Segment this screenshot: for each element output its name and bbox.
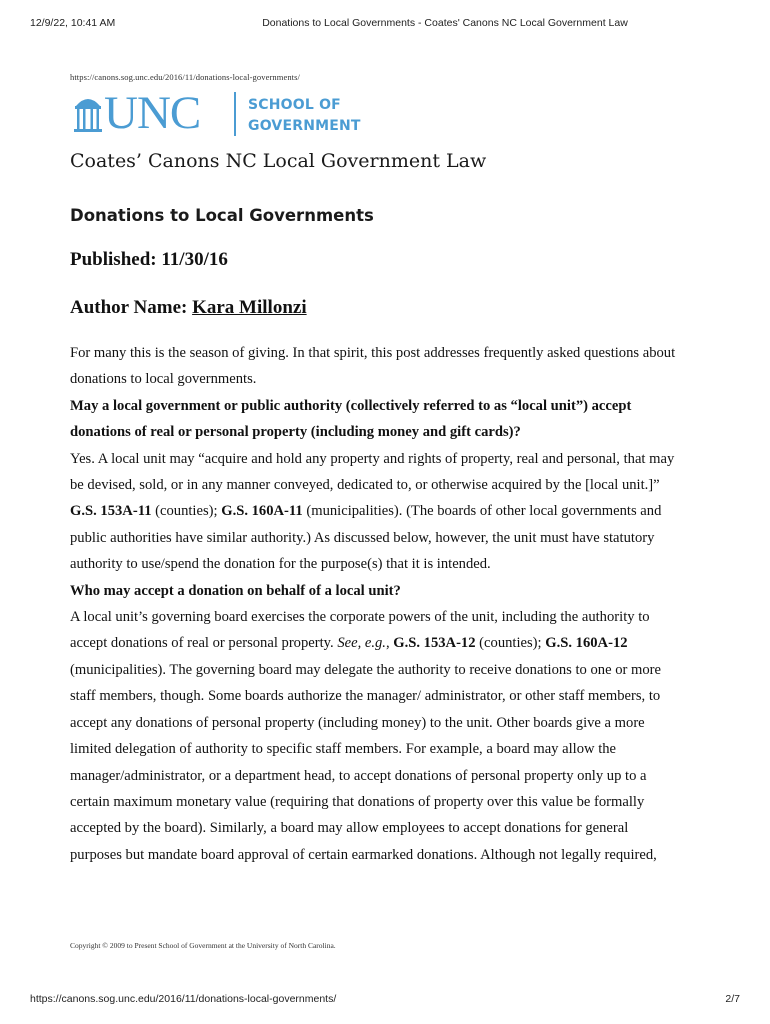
paragraph-line: staff members, though. Some boards authorize the manager/ administrator, or other staff members, to bbox=[70, 688, 661, 705]
article-body bbox=[70, 340, 710, 868]
author-line bbox=[70, 297, 307, 319]
author-name-link[interactable]: Kara Millonzi bbox=[192, 297, 307, 318]
author-label: Author Name: bbox=[70, 297, 188, 318]
published-date: Published: 11/30/16 bbox=[70, 249, 228, 270]
school-of-government-wordmark: SCHOOL OF GOVERNMENT bbox=[248, 97, 361, 134]
paragraph-line: accepted by the board). Similarly, a board may allow employees to accept donations for general bbox=[70, 820, 629, 837]
statute-reference[interactable]: G.S. 160A-11 bbox=[221, 503, 303, 520]
paragraph-line: authority to use/spend the donation for the purpose(s) that it is intended. bbox=[70, 556, 491, 573]
paragraph-line: accept donations of real or personal property. See, e.g., G.S. 153A-12 (counties); G.S. 160A-12 bbox=[70, 635, 628, 652]
paragraph-line: public authorities have similar authority.) As discussed below, however, the unit must have statutory bbox=[70, 529, 655, 546]
logo-divider bbox=[234, 92, 236, 136]
statute-reference[interactable]: G.S. 153A-11 bbox=[70, 503, 152, 520]
statute-reference[interactable]: G.S. 160A-12 bbox=[545, 635, 628, 652]
paragraph-line: purposes but mandate board approval of certain earmarked donations. Although not legally required, bbox=[70, 846, 657, 863]
footer-url: https://canons.sog.unc.edu/2016/11/donations-local-governments/ bbox=[30, 993, 337, 1005]
paragraph-line: Yes. A local unit may “acquire and hold any property and rights of property, real and personal, that may bbox=[70, 450, 675, 467]
question-line: donations of real or personal property (including money and gift cards)? bbox=[70, 424, 521, 441]
paragraph-line: (municipalities). The governing board may delegate the authority to receive donations to one or more bbox=[70, 661, 661, 678]
print-date: 12/9/22, 10:41 AM bbox=[30, 17, 116, 29]
paragraph-line: limited delegation of authority to specific staff members. For example, a board may allow the bbox=[70, 741, 617, 758]
paragraph-line: donations to local governments. bbox=[70, 371, 257, 388]
paragraph-line: For many this is the season of giving. In that spirit, this post addresses frequently asked questions about bbox=[70, 345, 676, 361]
paragraph-line: accept any donations of personal property (including money) to the unit. Other boards give a more bbox=[70, 714, 645, 731]
statute-reference[interactable]: G.S. 153A-12 bbox=[393, 635, 476, 652]
question-line: May a local government or public authority (collectively referred to as “local unit”) accept bbox=[70, 397, 632, 414]
blog-title: Coates’ Canons NC Local Government Law bbox=[70, 150, 487, 172]
source-url-link[interactable]: https://canons.sog.unc.edu/2016/11/donations-local-governments/ bbox=[70, 72, 301, 82]
paragraph-line: certain maximum monetary value (requiring that donations of property over this value be formally bbox=[70, 793, 645, 810]
old-well-icon bbox=[74, 94, 102, 139]
paragraph-line: manager/administrator, or a department head, to accept donations of personal property only up to a bbox=[70, 767, 647, 784]
unc-wordmark: UNC bbox=[104, 87, 201, 139]
print-page-title: Donations to Local Governments - Coates' Canons NC Local Government Law bbox=[262, 17, 628, 29]
paragraph-line: G.S. 153A-11 (counties); G.S. 160A-11 (municipalities). (The boards of other local governments and bbox=[70, 503, 662, 520]
question-line: Who may accept a donation on behalf of a local unit? bbox=[70, 582, 401, 599]
copyright-notice: Copyright © 2009 to Present School of Government at the University of North Carolina. bbox=[70, 941, 336, 950]
post-title: Donations to Local Governments bbox=[70, 206, 374, 225]
paragraph-line: be devised, sold, or in any manner conveyed, dedicated to, or otherwise acquired by the [local unit.]” bbox=[70, 477, 660, 494]
unc-sog-logo[interactable] bbox=[74, 87, 374, 142]
page-number: 2/7 bbox=[725, 993, 740, 1005]
paragraph-line: A local unit’s governing board exercises the corporate powers of the unit, including the authority to bbox=[70, 609, 650, 626]
